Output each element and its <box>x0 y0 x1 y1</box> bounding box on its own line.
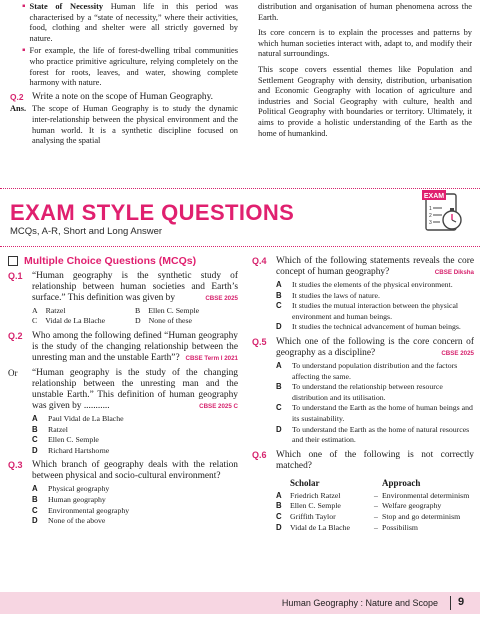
question-row <box>10 92 238 103</box>
question-number: Q.3 <box>8 460 23 471</box>
option-a: A To understand population distribution and the factors affecting the same. <box>276 361 474 382</box>
option-text: Ratzel <box>45 305 66 315</box>
table-row <box>276 512 474 523</box>
option-a: A Ratzel <box>32 305 66 315</box>
question-number: Q.1 <box>8 270 23 281</box>
or-label: Or <box>8 367 18 378</box>
table-row <box>276 491 474 502</box>
scholar-cell: Friedrich Ratzel <box>290 490 341 500</box>
options <box>32 306 238 327</box>
top-left-column <box>10 2 238 147</box>
option-text: To understand population distribution and the factors affecting the same. <box>292 360 458 381</box>
option-text: Ratzel <box>48 424 68 434</box>
option-letter: A <box>276 490 282 500</box>
question-text: Write a note on the scope of Human Geography. <box>32 91 213 102</box>
scholar-cell: Griffith Taylor <box>290 512 336 522</box>
or-question-row <box>8 368 238 412</box>
exam-label: EXAM <box>423 193 445 200</box>
question-row <box>252 337 474 359</box>
option-c: C To understand the Earth as the home of human beings and its sustainability. <box>276 403 473 423</box>
source-tag: CBSE 2025 C <box>199 402 238 410</box>
question-text: “Human geography is the study of the changing relationship between the unresting man and the unstable Earth.” This definition of human geography was given by ........... <box>32 367 238 411</box>
option-text: Ellen C. Semple <box>48 435 99 445</box>
bullet-label: State of Necessity <box>29 2 104 11</box>
option-c: C Environmental geography <box>32 505 130 515</box>
answer-row <box>10 104 238 146</box>
column-header: Approach <box>382 477 421 488</box>
question-number: Q.6 <box>252 449 267 460</box>
option-text: Environmental geography <box>48 505 130 515</box>
option-b: B Human geography <box>32 494 106 504</box>
match-table <box>276 478 474 534</box>
question-row <box>8 271 238 304</box>
option-d: D It studies the technical advancement of human beings. <box>276 322 461 332</box>
option-letter: D <box>276 522 282 532</box>
paragraph: This scope covers essential themes like Population and Settlement Geography with density, distribution, urbanisation and Economic Geography with location of agriculture and industries and Social Geography with culture, health and Political Geography with boundaries or territory. Ultimately, it aims to provide a holistic understanding of the Earth as the home of humankind. <box>258 64 472 138</box>
svg-text:1: 1 <box>429 206 432 212</box>
option-d: D None of the above <box>32 516 106 526</box>
question-row <box>8 331 238 364</box>
footer-divider <box>450 596 451 610</box>
table-row <box>276 523 474 534</box>
approach-cell: Possibilism <box>382 522 418 532</box>
option-text: None of these <box>148 316 192 326</box>
svg-text:2: 2 <box>429 213 432 219</box>
match-table-header <box>276 478 474 489</box>
list-item <box>22 46 238 88</box>
section-heading <box>8 256 238 267</box>
option-text: None of the above <box>48 516 106 526</box>
option-text: It studies the laws of nature. <box>292 290 380 300</box>
option-text: To understand the relationship between resource distribution and its utilisation. <box>292 382 443 402</box>
approach-cell: Environmental determinism <box>382 490 470 500</box>
option-text: It studies the elements of the physical environment. <box>292 280 453 289</box>
option-b: B Ratzel <box>32 424 68 434</box>
footer-chapter-title: Human Geography : Nature and Scope <box>281 598 438 608</box>
source-tag: CBSE Diksha <box>434 269 474 276</box>
option-text: Human geography <box>48 494 106 504</box>
table-row <box>276 501 474 512</box>
question-text: Who among the following defined “Human geography is the study of the changing relationship between the unresting man and the unstable Earth”? <box>32 330 238 363</box>
option-text: To understand the Earth as the home of natural resources and their estimation. <box>292 424 470 445</box>
option-d: D Richard Hartshorne <box>32 445 110 455</box>
question-number: Q.4 <box>252 256 267 266</box>
bullet-text: For example, the life of forest-dwelling tribal communities who practice primitive agriculture, relying completely on the forest for roots, leaves, and water, showing complete harmony with nature. <box>29 46 238 88</box>
question-number: Q.5 <box>252 336 267 347</box>
options <box>276 361 474 446</box>
question-row <box>252 450 474 472</box>
paragraph: distribution and organisation of human phenomena across the Earth. <box>258 2 472 22</box>
section-heading-text: Multiple Choice Questions (MCQs) <box>24 255 197 267</box>
column-header: Scholar <box>290 477 320 488</box>
paragraph: Its core concern is to explain the processes and patterns by which human societies interact with, adapt to, and modify their natural surroundings. <box>258 28 472 59</box>
banner-divider-top <box>0 188 480 190</box>
option-a: A It studies the elements of the physical environment. <box>276 280 453 289</box>
option-b: B To understand the relationship between resource distribution and its utilisation. <box>276 382 474 403</box>
dash: – <box>374 522 378 532</box>
bullet-icon: ▪ <box>22 45 26 57</box>
option-b: B It studies the laws of nature. <box>276 290 380 300</box>
option-text: Richard Hartshorne <box>48 445 110 455</box>
option-b: B Ellen C. Semple <box>135 305 200 315</box>
mcq-right-column <box>252 256 474 534</box>
question-text: Which one of the following is the core concern of geography as a discipline? <box>276 336 474 358</box>
mcq-left-column <box>8 256 238 527</box>
scholar-cell: Ellen C. Semple <box>290 501 341 511</box>
section-banner-subtitle: MCQs, A-R, Short and Long Answer <box>10 226 163 237</box>
approach-cell: Welfare geography <box>382 501 442 511</box>
option-letter: C <box>276 512 282 522</box>
option-c: C It studies the mutual interaction between the physical environment and human beings. <box>276 301 474 322</box>
dash: – <box>374 512 378 522</box>
top-right-column <box>258 2 472 144</box>
svg-text:3: 3 <box>429 220 432 226</box>
exam-clipboard-icon <box>420 188 466 234</box>
options <box>32 484 238 526</box>
answer-label: Ans. <box>10 104 27 114</box>
option-a: A Physical geography <box>32 484 110 494</box>
option-d: D To understand the Earth as the home of natural resources and their estimation. <box>276 425 474 446</box>
approach-cell: Stop and go determinism <box>382 512 461 522</box>
source-tag: CBSE 2025 <box>441 349 474 357</box>
answer-text: The scope of Human Geography is to study the dynamic inter-relationship between the physical environment and the human world. It is a synthetic discipline focused on analysing the spatial <box>32 104 238 146</box>
option-c: C Vidal de La Blache <box>32 316 106 326</box>
option-text: It studies the technical advancement of human beings. <box>292 322 461 332</box>
section-banner-title: EXAM STYLE QUESTIONS <box>10 200 295 225</box>
question-text: Which one of the following is not correctly matched? <box>276 449 474 471</box>
option-text: Ellen C. Semple <box>148 305 200 315</box>
options <box>32 414 238 456</box>
question-number: Q.2 <box>8 330 23 341</box>
bullet-text: Human life in this period was characterised by a “state of necessity,” where their activities, food, clothing and shelter were all strictly governed by nature. <box>29 2 239 43</box>
source-tag: CBSE Term I 2021 <box>185 354 238 362</box>
question-text: “Human geography is the synthetic study of relationship between human societies and Earth’s surface.” This definition was given by <box>32 270 238 303</box>
scholar-cell: Vidal de La Blache <box>290 522 350 532</box>
option-c: C Ellen C. Semple <box>32 435 99 445</box>
page-number: 9 <box>458 596 465 608</box>
dash: – <box>374 490 378 500</box>
question-row <box>252 256 474 278</box>
dash: – <box>374 501 378 511</box>
question-text: Which branch of geography deals with the relation between physical and socio-cultural environment? <box>32 460 238 482</box>
option-text: It studies the mutual interaction between the physical environment and human beings. <box>292 301 459 321</box>
option-text: Paul Vidal de La Blache <box>48 413 124 423</box>
option-d: D None of these <box>135 316 192 326</box>
bullet-icon: ▪ <box>22 1 26 12</box>
question-row <box>8 460 238 482</box>
banner-divider-bottom <box>0 246 480 248</box>
question-text: Which of the following statements reveals the core concept of human geography? <box>276 256 474 277</box>
list-item <box>22 2 238 44</box>
source-tag: CBSE 2025 <box>205 294 238 302</box>
option-a: A Paul Vidal de La Blache <box>32 413 124 423</box>
question-number: Q.2 <box>10 91 24 102</box>
option-text: To understand the Earth as the home of human beings and its sustainability. <box>292 403 473 423</box>
option-text: Vidal de La Blache <box>45 316 106 326</box>
option-letter: B <box>276 501 282 511</box>
checkbox-icon <box>8 256 18 266</box>
options <box>276 280 474 333</box>
option-text: Physical geography <box>48 484 110 494</box>
